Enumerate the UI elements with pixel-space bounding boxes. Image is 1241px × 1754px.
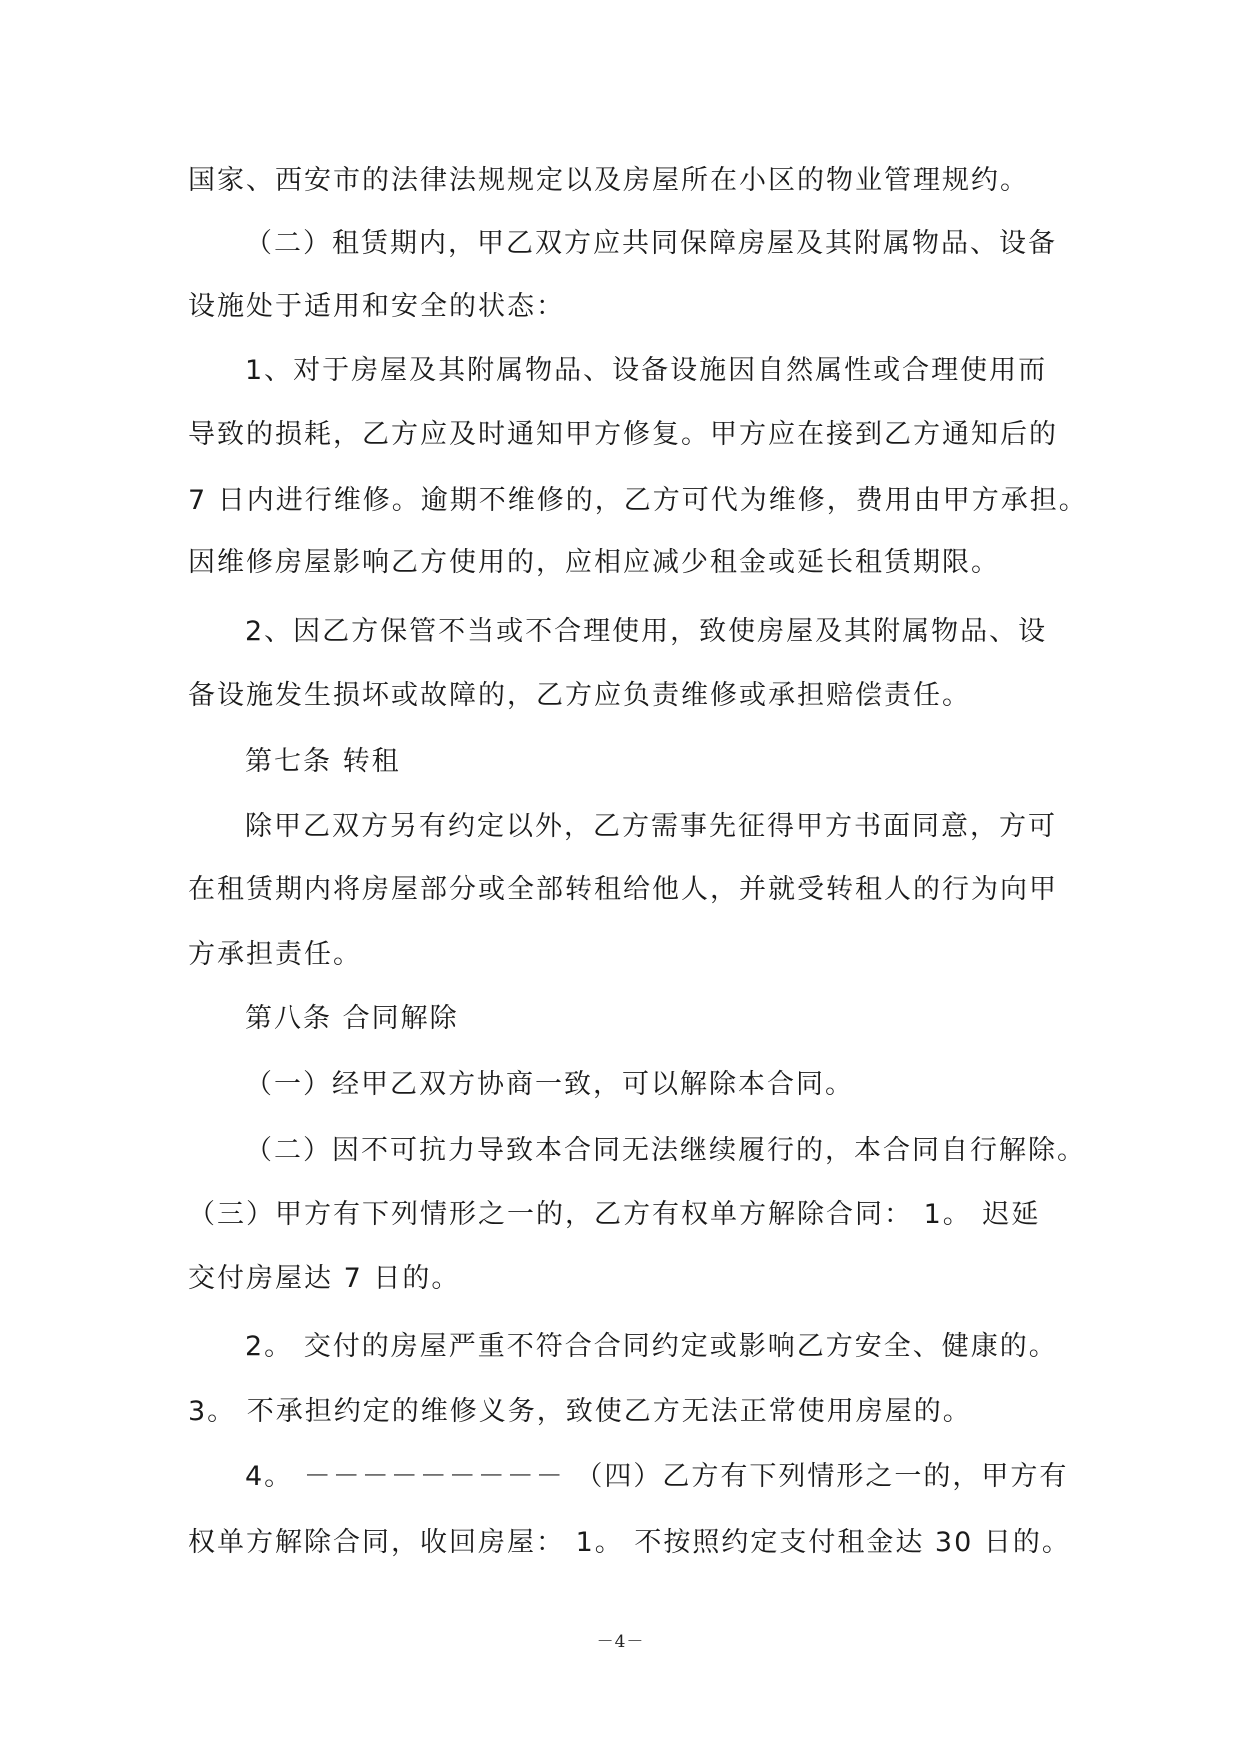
text-line-7: 因维修房屋影响乙方使用的，应相应减少租金或延长租赁期限。 xyxy=(188,547,1000,578)
text-line-12: 在租赁期内将房屋部分或全部转租给他人，并就受转租人的行为向甲 xyxy=(188,874,1058,905)
text-line-2: （二）租赁期内，甲乙双方应共同保障房屋及其附属物品、设备 xyxy=(245,228,1057,259)
section-heading-article-7: 第七条 转租 xyxy=(245,746,401,777)
text-line-22: 权单方解除合同，收回房屋： 1。 不按照约定支付租金达 30 日的。 xyxy=(188,1527,1071,1558)
text-line-21: 4。 －－－－－－－－－ （四）乙方有下列情形之一的，甲方有 xyxy=(245,1461,1069,1492)
text-line-15: （一）经甲乙双方协商一致，可以解除本合同。 xyxy=(245,1069,854,1100)
section-heading-article-8: 第八条 合同解除 xyxy=(245,1003,459,1034)
text-line-9: 备设施发生损坏或故障的，乙方应负责维修或承担赔偿责任。 xyxy=(188,680,971,711)
text-line-20: 3。 不承担约定的维修义务，致使乙方无法正常使用房屋的。 xyxy=(188,1396,972,1427)
text-line-4: 1、对于房屋及其附属物品、设备设施因自然属性或合理使用而 xyxy=(245,355,1048,386)
page-number: －4－ xyxy=(596,1632,645,1652)
text-line-18: 交付房屋达 7 日的。 xyxy=(188,1263,461,1294)
text-line-16: （二）因不可抗力导致本合同无法继续履行的，本合同自行解除。 xyxy=(245,1135,1086,1166)
text-line-17: （三）甲方有下列情形之一的，乙方有权单方解除合同： 1。 迟延 xyxy=(188,1199,1041,1230)
text-line-3: 设施处于适用和安全的状态： xyxy=(188,291,565,322)
text-line-1: 国家、西安市的法律法规规定以及房屋所在小区的物业管理规约。 xyxy=(188,165,1029,196)
text-line-11: 除甲乙双方另有约定以外，乙方需事先征得甲方书面同意，方可 xyxy=(245,811,1057,842)
text-line-6: 7 日内进行维修。逾期不维修的，乙方可代为维修，费用由甲方承担。 xyxy=(188,485,1088,516)
text-line-5: 导致的损耗，乙方应及时通知甲方修复。甲方应在接到乙方通知后的 xyxy=(188,419,1058,450)
text-line-19: 2。 交付的房屋严重不符合合同约定或影响乙方安全、健康的。 xyxy=(245,1331,1058,1362)
text-line-13: 方承担责任。 xyxy=(188,939,362,970)
text-line-8: 2、因乙方保管不当或不合理使用，致使房屋及其附属物品、设 xyxy=(245,616,1048,647)
